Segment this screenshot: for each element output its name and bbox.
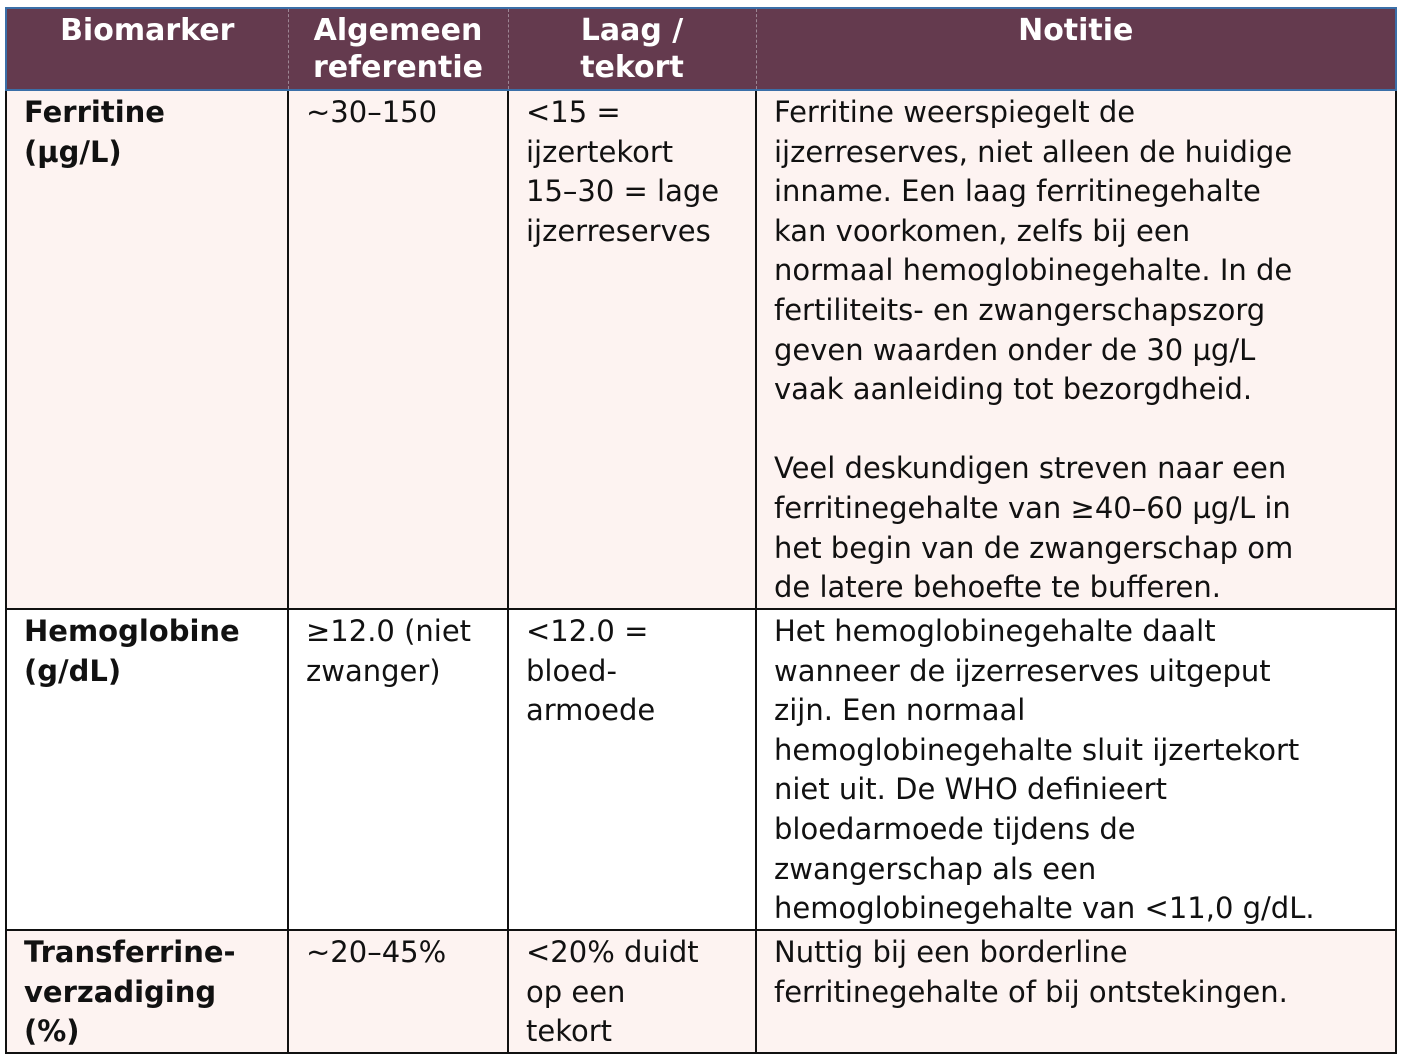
paragraph-gap (774, 410, 1387, 450)
note-cell (756, 609, 1396, 930)
cell-text: inname. Een laag ferritinegehalte (774, 174, 1261, 209)
table-header (6, 8, 1396, 90)
cell-text: ijzertekort (526, 134, 674, 169)
cell-text: fertiliteits- en zwangerschapszorg (774, 292, 1266, 327)
cell-text: zijn. Een normaal (774, 693, 1026, 728)
cell-text: armoede (526, 693, 656, 728)
cell-text: op een (526, 974, 626, 1009)
cell-text: bloed- (526, 653, 617, 688)
header-text: Algemeen (313, 13, 483, 48)
table-row-hemoglobin (6, 609, 1396, 930)
low-cell (508, 609, 756, 930)
cell-text: Hemoglobine (24, 614, 240, 648)
header-text: tekort (580, 50, 684, 85)
cell-text: de latere behoefte te bufferen. (774, 570, 1221, 605)
cell-text: tekort (526, 1014, 613, 1049)
cell-text: verzadiging (24, 974, 217, 1009)
header-note (756, 8, 1396, 90)
cell-text: <15 = (526, 95, 621, 129)
cell-text: Ferritine weerspiegelt de (774, 95, 1136, 129)
cell-text: ijzerreserves, niet alleen de huidige (774, 134, 1293, 169)
note-cell (756, 90, 1396, 609)
table-body (6, 90, 1396, 1053)
cell-text: (g/dL) (24, 653, 122, 688)
cell-text: ijzerreserves (526, 213, 711, 248)
table-row-ferritin (6, 90, 1396, 609)
biomarker-table (5, 7, 1397, 1054)
cell-text: 15–30 = lage (526, 174, 720, 209)
biomarker-cell (6, 609, 288, 930)
cell-text: wanneer de ijzerreserves uitgeput (774, 653, 1271, 688)
header-row (6, 8, 1396, 90)
cell-text: geven waarden onder de 30 µg/L (774, 332, 1256, 367)
cell-text: niet uit. De WHO definieert (774, 772, 1167, 807)
header-low (508, 8, 756, 90)
cell-text: normaal hemoglobinegehalte. In de (774, 253, 1293, 288)
cell-text: Ferritine (24, 95, 165, 129)
header-text: referentie (312, 50, 483, 85)
header-text: Laag / (580, 13, 684, 48)
header-biomarker (6, 8, 288, 90)
cell-text: Het hemoglobinegehalte daalt (774, 614, 1216, 648)
cell-text: ferritinegehalte van ≥40–60 µg/L in (774, 490, 1291, 525)
cell-text: (µg/L) (24, 134, 122, 169)
cell-text: ≥12.0 (niet (306, 614, 472, 648)
cell-text: vaak aanleiding tot bezorgdheid. (774, 372, 1253, 407)
cell-text: zwangerschap als een (774, 851, 1097, 886)
cell-text: Nuttig bij een borderline (774, 935, 1128, 969)
reference-cell (288, 90, 508, 609)
table-row-transferrin (6, 930, 1396, 1053)
low-cell (508, 930, 756, 1053)
cell-text: Transferrine- (24, 935, 236, 969)
cell-text: ferritinegehalte of bij ontstekingen. (774, 974, 1288, 1009)
cell-text: bloedarmoede tijdens de (774, 811, 1136, 846)
cell-text: hemoglobinegehalte van <11,0 g/dL. (774, 891, 1315, 926)
biomarker-cell (6, 930, 288, 1053)
header-reference (288, 8, 508, 90)
cell-text: zwanger) (306, 653, 441, 688)
low-cell (508, 90, 756, 609)
cell-text: ~20–45% (306, 935, 447, 969)
header-text: Biomarker (60, 13, 235, 48)
cell-text: <12.0 = (526, 614, 649, 648)
note-cell (756, 930, 1396, 1053)
cell-text: Veel deskundigen streven naar een (774, 451, 1287, 486)
cell-text: (%) (24, 1014, 80, 1049)
header-text: Notitie (1018, 13, 1134, 48)
biomarker-cell (6, 90, 288, 609)
cell-text: het begin van de zwangerschap om (774, 530, 1294, 565)
cell-text: kan voorkomen, zelfs bij een (774, 213, 1191, 248)
reference-cell (288, 930, 508, 1053)
cell-text: hemoglobinegehalte sluit ijzertekort (774, 732, 1300, 767)
cell-text: <20% duidt (526, 935, 699, 969)
cell-text: ~30–150 (306, 95, 438, 129)
reference-cell (288, 609, 508, 930)
